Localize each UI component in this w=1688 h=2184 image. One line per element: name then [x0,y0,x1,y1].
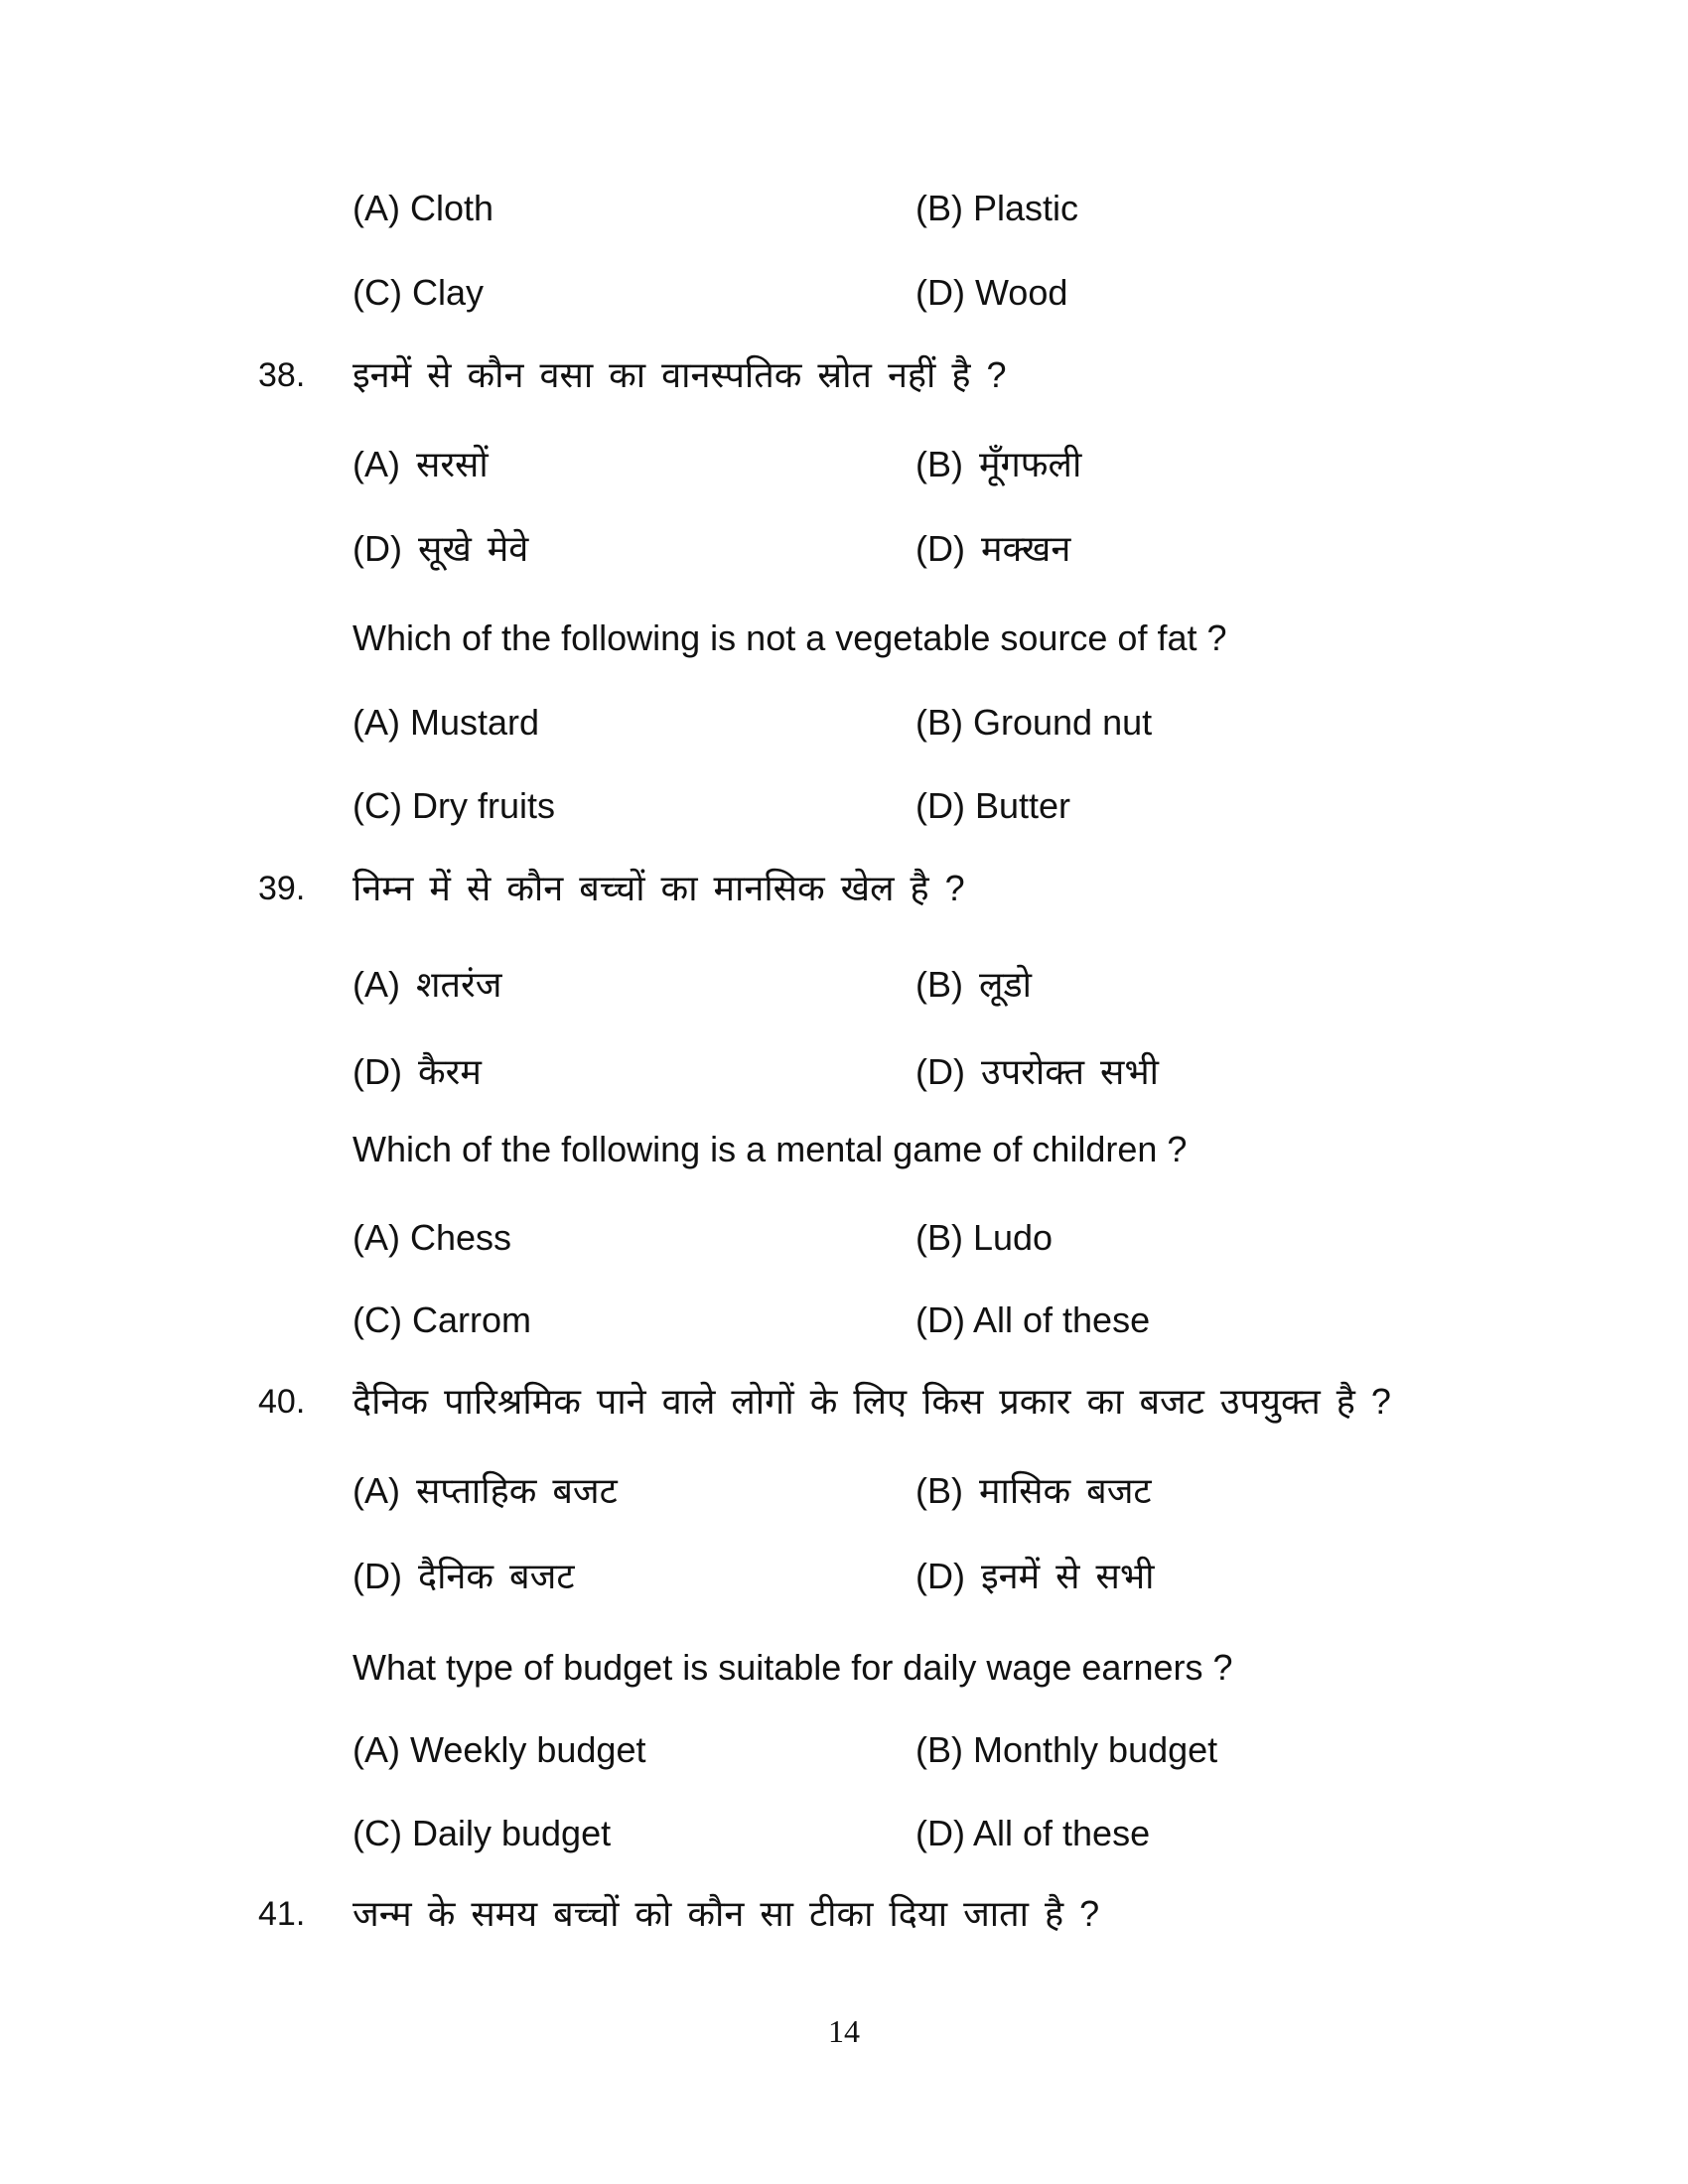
option-cell: (B) मूँगफली [915,444,1082,484]
option-cell: (A) Chess [352,1217,512,1258]
option-row [0,1214,1688,1262]
question-line [0,1378,1688,1426]
option-row [0,441,1688,488]
question-text-hindi: जन्म के समय बच्चों को कौन सा टीका दिया जाता है ? [352,1893,1100,1934]
question-line [0,865,1688,912]
option-cell: (D) दैनिक बजट [352,1556,575,1596]
option-row [0,699,1688,747]
question-line [0,614,1688,662]
option-row [0,185,1688,232]
option-row [0,1297,1688,1344]
option-row [0,1553,1688,1600]
question-number: 39. [258,870,306,907]
option-cell: (B) Ground nut [915,702,1153,743]
option-cell: (A) सप्ताहिक बजट [352,1470,618,1511]
question-number: 40. [258,1383,306,1421]
option-row [0,525,1688,573]
option-cell: (B) मासिक बजट [915,1470,1152,1511]
question-text-english: Which of the following is not a vegetable source of fat ? [352,617,1227,658]
option-row [0,782,1688,830]
option-row [0,1810,1688,1857]
option-cell: (C) Carrom [352,1299,531,1340]
option-cell: (D) All of these [915,1813,1151,1853]
option-cell: (B) Plastic [915,188,1079,228]
option-cell: (D) Butter [915,785,1071,826]
option-cell: (D) इनमें से सभी [915,1556,1155,1596]
option-row [0,269,1688,317]
question-text-english: Which of the following is a mental game of children ? [352,1129,1188,1169]
option-cell: (A) शतरंज [352,964,502,1005]
option-cell: (D) All of these [915,1299,1151,1340]
option-cell: (D) मक्खन [915,528,1071,569]
question-line [0,1644,1688,1692]
question-text-english: What type of budget is suitable for daily wage earners ? [352,1647,1233,1688]
question-text-hindi: इनमें से कौन वसा का वानस्पतिक स्रोत नहीं है ? [352,354,1007,395]
question-text-hindi: दैनिक पारिश्रमिक पाने वाले लोगों के लिए किस प्रकार का बजट उपयुक्त है ? [352,1381,1391,1422]
question-number: 38. [258,356,306,394]
option-cell: (C) Daily budget [352,1813,612,1853]
question-line [0,1890,1688,1938]
question-number: 41. [258,1895,306,1933]
question-line [0,351,1688,399]
option-cell: (B) Ludo [915,1217,1054,1258]
option-cell: (D) कैरम [352,1051,482,1092]
option-row [0,1726,1688,1774]
option-cell: (C) Dry fruits [352,785,555,826]
question-text-hindi: निम्न में से कौन बच्चों का मानसिक खेल है ? [352,868,965,908]
option-cell: (A) Weekly budget [352,1729,646,1770]
option-cell: (B) लूडो [915,964,1032,1005]
option-cell: (A) Cloth [352,188,494,228]
option-cell: (D) Wood [915,272,1068,313]
option-cell: (D) सूखे मेवे [352,528,529,569]
option-cell: (A) सरसों [352,444,489,484]
option-row [0,1467,1688,1515]
option-cell: (D) उपरोक्त सभी [915,1051,1159,1092]
option-row [0,1048,1688,1096]
question-line [0,1126,1688,1173]
option-row [0,961,1688,1009]
option-cell: (A) Mustard [352,702,540,743]
page-number: 14 [828,2013,860,2049]
option-cell: (C) Clay [352,272,484,313]
option-cell: (B) Monthly budget [915,1729,1218,1770]
